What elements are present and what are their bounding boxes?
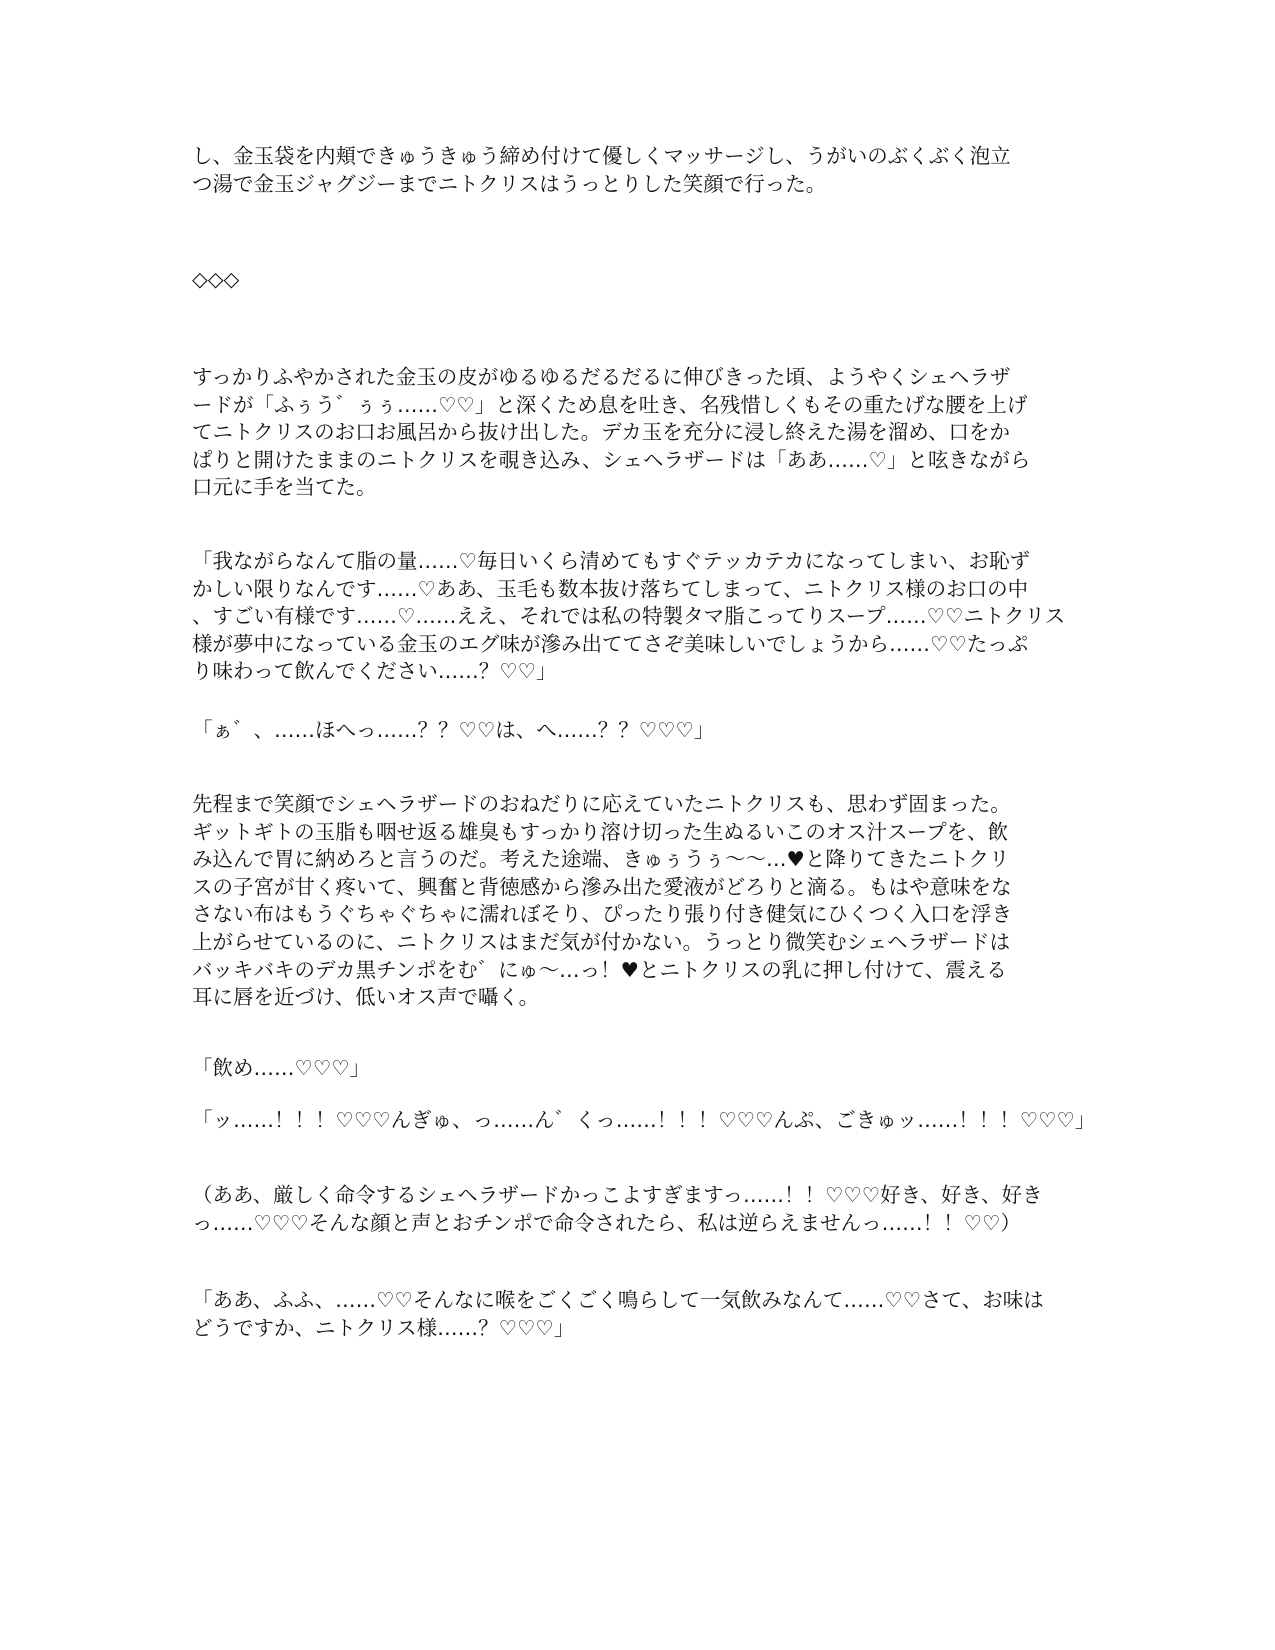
text-line: つ湯で金玉ジャグジーまでニトクリスはうっとりした笑顔で行った。 xyxy=(192,171,827,196)
text-line: 「我ながらなんて脂の量……♡毎日いくら清めてもすぐテッカテカになってしまい、お恥ず xyxy=(192,549,1030,573)
text-line: ードが「ふぅう゛ぅぅ……♡♡」と深くため息を吐き、名残惜しくもその重たげな腰を上げ xyxy=(192,392,1028,417)
text-line: 「ぁ゛、……ほへっ……？？♡♡は、へ……？？♡♡♡」 xyxy=(192,718,715,742)
text-line: （ああ、厳しく命令するシェヘラザードかっこよすぎますっ……！！♡♡♡好き、好き、好き xyxy=(192,1183,1043,1207)
paragraph-6 xyxy=(192,1055,1072,1083)
text-line: ◇◇◇ xyxy=(192,267,240,291)
paragraph-5 xyxy=(192,791,1072,1012)
text-line: 「ああ、ふふ、……♡♡そんなに喉をごくごく鳴らして一気飲みなんて……♡♡さて、お味は xyxy=(192,1288,1044,1312)
text-line: バッキバキのデカ黒チンポをむ゛にゅ〜…っ！♥とニトクリスの乳に押し付けて、震える xyxy=(192,957,1007,982)
text-line: 「ッ……！！！♡♡♡んぎゅ、っ……ん゛くっ……！！！♡♡♡んぷ、ごきゅッ……！！！♡♡♡」 xyxy=(192,1108,1096,1132)
text-line: っ……♡♡♡そんな顔と声とおチンポで命令されたら、私は逆らえませんっ……！！♡♡） xyxy=(192,1210,1021,1235)
text-line: 口元に手を当てた。 xyxy=(192,475,377,500)
text-line: ぱりと開けたままのニトクリスを覗き込み、シェヘラザードは「ああ……♡」と呟きながら xyxy=(192,447,1031,472)
text-line: 先程まで笑顔でシェヘラザードのおねだりに応えていたニトクリスも、思わず固まった。 xyxy=(192,792,1011,816)
text-line: すっかりふやかされた金玉の皮がゆるゆるだるだるに伸びきった頃、ようやくシェヘラザ xyxy=(192,365,1011,389)
section-break xyxy=(192,266,1072,294)
text-line: 耳に唇を近づけ、低いオス声で囁く。 xyxy=(192,985,540,1010)
text-line: し、金玉袋を内頬できゅうきゅう締め付けて優しくマッサージし、うがいのぶくぶく泡立 xyxy=(192,144,1011,168)
text-line: かしい限りなんです……♡ああ、玉毛も数本抜け落ちてしまって、ニトクリス様のお口の中 xyxy=(192,576,1029,601)
paragraph-2 xyxy=(192,364,1072,502)
text-line: てニトクリスのお口お風呂から抜け出した。デカ玉を充分に浸し終えた湯を溜め、口をか xyxy=(192,420,1010,445)
text-line: ギットギトの玉脂も咽せ返る雄臭もすっかり溶け切った生ぬるいこのオス汁スープを、飲 xyxy=(192,819,1009,844)
text-line: 様が夢中になっている金玉のエグ味が滲み出ててさぞ美味しいでしょうから……♡♡たっぷ xyxy=(192,631,1029,656)
text-line: さない布はもうぐちゃぐちゃに濡れぼそり、ぴったり張り付き健気にひくつく入口を浮き xyxy=(192,902,1012,927)
text-line: スの子宮が甘く疼いて、興奮と背徳感から滲み出た愛液がどろりと滴る。もはや意味をな xyxy=(192,874,1012,899)
text-line: 上がらせているのに、ニトクリスはまだ気が付かない。うっとり微笑むシェヘラザードは xyxy=(192,929,1011,954)
paragraph-9 xyxy=(192,1287,1072,1342)
text-line: どうですか、ニトクリス様……？♡♡♡」 xyxy=(192,1315,575,1340)
text-line: り味わって飲んでください……？♡♡」 xyxy=(192,659,557,684)
paragraph-3 xyxy=(192,548,1072,686)
text-line: 、すごい有様です……♡……ええ、それでは私の特製タマ脂こってりスープ……♡♡ニトクリス xyxy=(192,604,1066,629)
paragraph-7 xyxy=(192,1107,1096,1135)
paragraph-1 xyxy=(192,143,1072,198)
text-line: 「飲め……♡♡♡」 xyxy=(192,1056,371,1080)
text-line: み込んで胃に納めろと言うのだ。考えた途端、きゅぅうぅ〜〜…♥と降りてきたニトクリ xyxy=(192,847,1010,872)
paragraph-8 xyxy=(192,1182,1072,1237)
paragraph-4 xyxy=(192,717,1072,745)
